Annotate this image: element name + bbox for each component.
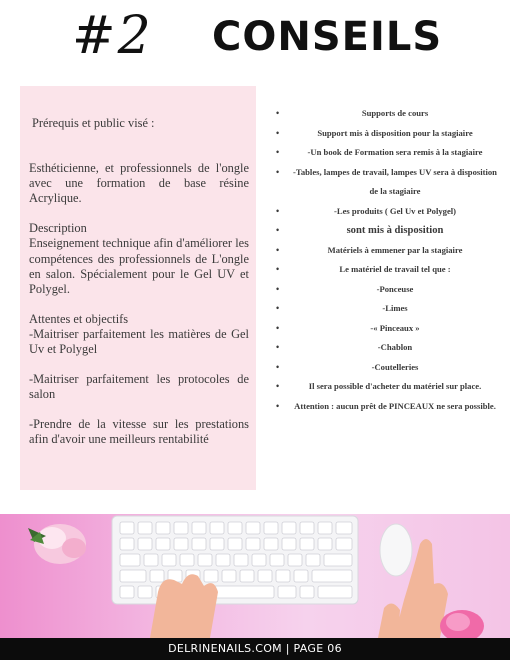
- objective-item: -Maitriser parfaitement les protocoles de salon: [29, 372, 249, 402]
- keyboard-photo-illustration: [0, 514, 510, 638]
- list-item: • -Chablon: [276, 338, 500, 358]
- audience-paragraph: Esthéticienne, et professionnels de l'ongle avec une formation de base résine Acrylique.: [29, 161, 249, 206]
- keyboard-icon: [112, 516, 358, 604]
- list-item: • -Les produits ( Gel Uv et Polygel): [276, 202, 500, 222]
- list-item: • Matériels à emmener par la stagiaire: [276, 241, 500, 261]
- list-item: • -Limes: [276, 299, 500, 319]
- page-title: CONSEILS: [212, 14, 443, 60]
- materials-list: [276, 104, 500, 416]
- list-item: • Supports de cours: [276, 104, 500, 124]
- section-number: #2: [72, 6, 153, 66]
- list-item: • Support mis à disposition pour la stagiaire: [276, 124, 500, 144]
- objective-item: -Maitriser parfaitement les matières de Gel Uv et Polygel: [29, 326, 249, 357]
- list-item: • -Ponceuse: [276, 280, 500, 300]
- objective-item: -Prendre de la vitesse sur les prestations afin d'avoir une meilleurs rentabilité: [29, 417, 249, 447]
- prerequisites-heading: Prérequis et public visé :: [32, 116, 155, 130]
- description-heading: Description: [29, 221, 87, 236]
- objectives-heading: Attentes et objectifs: [29, 311, 129, 326]
- list-item: • -« Pinceaux »: [276, 319, 500, 339]
- description-paragraph: Enseignement technique afin d'améliorer les compétences des professionnels de L'ongle en salon. Spécialement pour le Gel UV et Polygel.: [29, 236, 249, 296]
- mouse-icon: [380, 524, 412, 576]
- info-text: [29, 116, 249, 448]
- flower-left-icon: [28, 524, 86, 564]
- list-item: • -Tables, lampes de travail, lampes UV sera à disposition de la stagiaire: [276, 163, 500, 202]
- list-item: • -Coutelleries: [276, 358, 500, 378]
- list-item: • Il sera possible d'acheter du matériel sur place.: [276, 377, 500, 397]
- list-item: • sont mis à disposition: [276, 221, 500, 241]
- list-item: • Le matériel de travail tel que :: [276, 260, 500, 280]
- flower-right-icon: [440, 610, 484, 638]
- page-footer: DELRINENAILS.COM | PAGE 06: [0, 638, 510, 660]
- page-header: [0, 0, 510, 80]
- keyboard-photo: [0, 514, 510, 638]
- info-panel: [20, 86, 256, 490]
- list-item: • Attention : aucun prêt de PINCEAUX ne sera possible.: [276, 397, 500, 417]
- list-item: • -Un book de Formation sera remis à la stagiaire: [276, 143, 500, 163]
